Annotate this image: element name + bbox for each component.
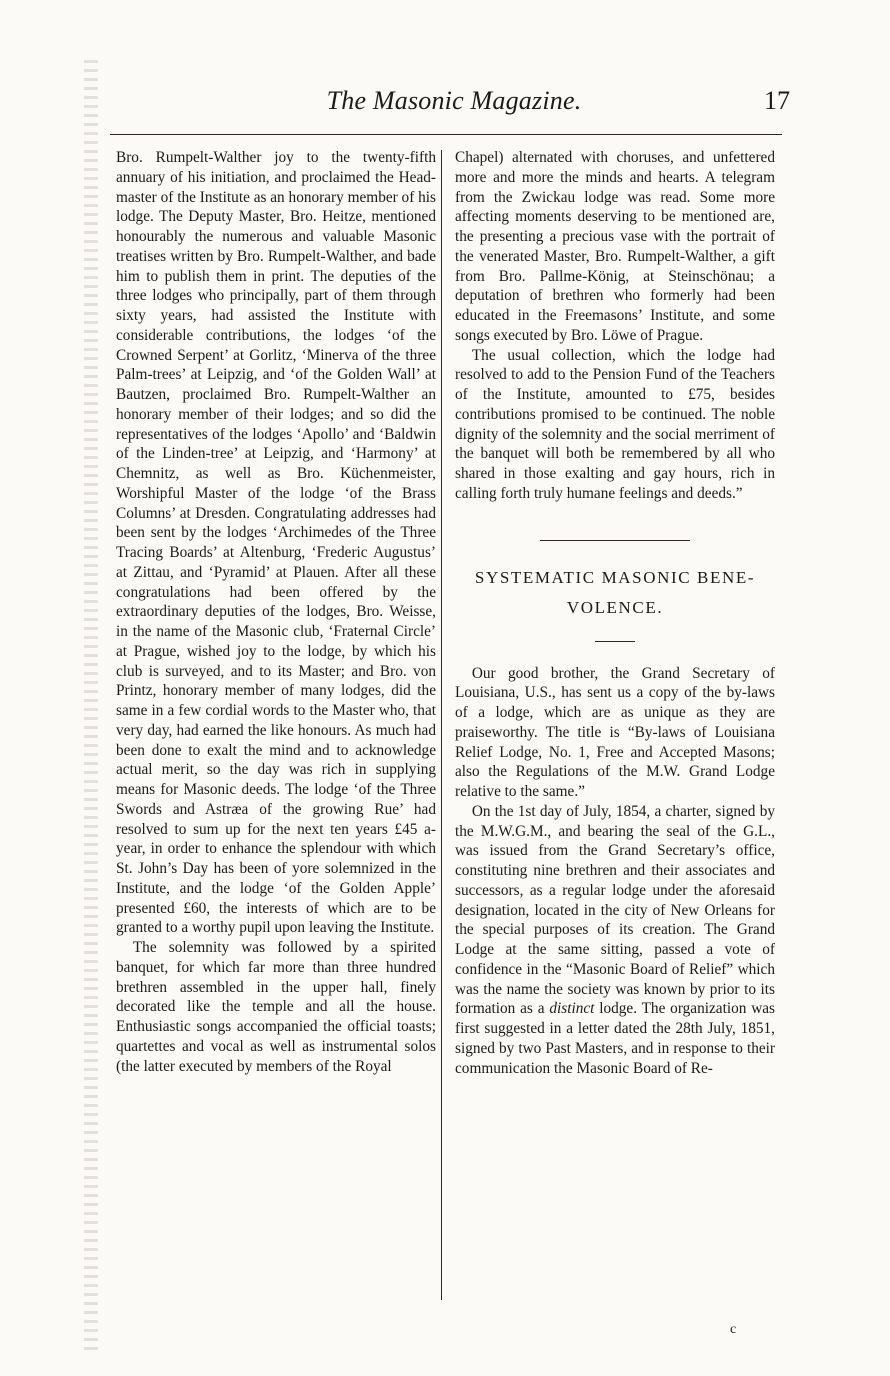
section-title-line-1: SYSTEMATIC MASONIC BENE- <box>474 567 756 587</box>
paragraph-4-part-b: lodge. The organization was first suggested in a letter dated the 28th July, 1851, signed by two Past Masters, and in response to their communication the Masonic Board of Re- <box>455 1000 775 1077</box>
left-paragraph-1: Bro. Rumpelt-Walther joy to the twenty-fifth annuary of his initiation, and proclaimed the Head-master of the Institute as an honorary member of his lodge. The Deputy Master, Bro. Heitze, mentioned honourably the numerous and valuable Masonic treatises written by Bro. Rumpelt-Walther, and bade him to publish them in print. The deputies of the three lodges who principally, part of them through sixty years, had assisted the Institute with considerable contributions, the lodges ‘of the Crowned Serpent’ at Gorlitz, ‘Minerva of the three Palm-trees’ at Leipzig, and ‘of the Golden Wall’ at Bautzen, proclaimed Bro. Rumpelt-Walther an honorary member of their lodges; and so did the representatives of the lodges ‘Apollo’ and ‘Baldwin of the Linden-tree’ at Leipzig, and ‘Harmony’ at Chemnitz, as well as Bro. Küchenmeister, Worshipful Master of the lodge ‘of the Brass Columns’ at Dresden. Congratulating addresses had been sent by the lodges ‘Archimedes of the Three Tracing Boards’ at Altenburg, ‘Frederic Augustus’ at Zittau, and ‘Pyramid’ at Plauen. After all these congratulations had been offered by the extraordinary deputies of the lodges, Bro. Weisse, in the name of the Masonic club, ‘Fraternal Circle’ at Prague, wished joy to the lodge, by which his club is surveyed, and to its Master; and Bro. von Printz, honorary member of many lodges, did the same in a few cordial words to the Master who, that very day, had earned the like honours. As much had been done to exalt the mind and to acknowledge actual merit, so the day was rich in supplying means for Masonic deeds. The lodge ‘of the Three Swords and Astræa of the growing Rue’ had resolved to sum up for the next ten years £45 a-year, in order to enhance the splendour with which St. John’s Day has been of yore solemnized in the Institute, and the lodge ‘of the Golden Apple’ presented £60, the interests of which are to be granted to a worthy pupil upon leaving the Institute. <box>116 149 436 937</box>
page-number: 17 <box>764 86 790 115</box>
page-header <box>118 84 790 124</box>
section-title <box>463 563 767 623</box>
signature-mark: c <box>730 1322 737 1337</box>
header-rule <box>110 134 782 135</box>
binding-edge <box>84 60 98 1350</box>
right-column <box>455 148 775 1078</box>
section-separator-rule <box>540 540 690 541</box>
left-column <box>116 148 436 1076</box>
right-paragraph-3: Our good brother, the Grand Secretary of Louisiana, U.S., has sent us a copy of the by-laws of a lodge, which are as unique as they are praiseworthy. The title is “By-laws of Louisiana Relief Lodge, No. 1, Free and Accepted Masons; also the Regulations of the M.W. Grand Lodge relative to the same.” <box>455 664 775 800</box>
right-paragraph-1: Chapel) alternated with choruses, and unfettered more and more the minds and hearts. A telegram from the Zwickau lodge was read. Some more affecting moments deserving to be mentioned are, the presenting a precious vase with the portrait of the venerated Master, Bro. Rumpelt-Walther, a gift from Bro. Pallme-König, at Steinschönau; a deputation of brethren who formerly had been educated in the Freemasons’ Institute, and some songs executed by Bro. Löwe of Prague. <box>455 149 775 344</box>
right-paragraph-2: The usual collection, which the lodge had resolved to add to the Pension Fund of the Teachers of the Institute, amounted to £75, besides contributions promised to be continued. The noble dignity of the solemnity and the social merriment of the banquet will both be remembered by all who shared in those exalting and gay hours, rich in calling forth truly humane feelings and deeds.” <box>455 346 775 502</box>
section-title-line-2: VOLENCE. <box>566 597 664 617</box>
emphasis-distinct: distinct <box>549 1000 595 1018</box>
section-title-rule <box>595 641 635 642</box>
column-divider <box>441 150 442 1300</box>
right-paragraph-4 <box>455 802 775 1079</box>
running-title: The Masonic Magazine. <box>326 86 582 115</box>
left-paragraph-2: The solemnity was followed by a spirited banquet, for which far more than three hundred brethren assembled in the upper hall, finely decorated like the temple and all the house. Enthusiastic songs accompanied the official toasts; quartettes and vocal as well as instrumental solos (the latter executed by members of the Royal <box>116 939 436 1075</box>
paragraph-4-part-a: On the 1st day of July, 1854, a charter, signed by the M.W.G.M., and bearing the seal of the G.L., was issued from the Grand Secretary’s office, constituting nine brethren and their associates and successors, as a regular lodge under the aforesaid designation, located in the city of New Orleans for the special purposes of its creation. The Grand Lodge at the same sitting, passed a vote of confidence in the “Masonic Board of Relief” which was the name the society was known by prior to its formation as a <box>455 802 775 1018</box>
